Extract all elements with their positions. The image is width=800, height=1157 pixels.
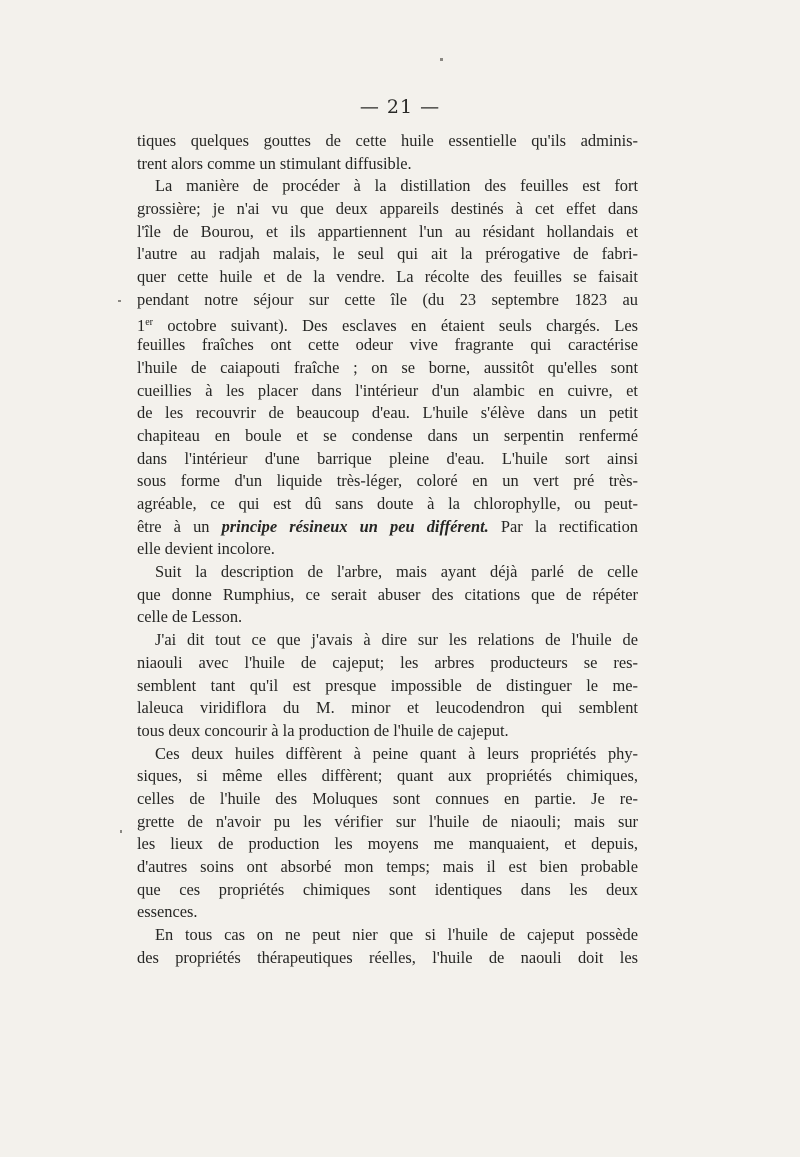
text-line: quer cette huile et de la vendre. La récolte des feuilles se faisait	[137, 267, 638, 287]
text-line: l'île de Bourou, et ils appartiennent l'un au résidant hollandais et	[137, 221, 638, 241]
text-line: La manière de procéder à la distillation des feuilles est fort	[155, 176, 638, 196]
text-line: pendant notre séjour sur cette île (du 23 septembre 1823 au	[137, 289, 638, 309]
text-line: l'autre au radjah malais, le seul qui ait la prérogative de fabri-	[137, 244, 638, 264]
text-line: J'ai dit tout ce que j'avais à dire sur les relations de l'huile de	[155, 630, 638, 650]
text-line: Ces deux huiles diffèrent à peine quant à leurs propriétés phy-	[155, 743, 638, 763]
text-line: sous forme d'un liquide très-léger, coloré en un vert pré très-	[137, 471, 638, 491]
paper-speck	[120, 830, 122, 833]
body-text	[137, 130, 638, 969]
text-line: tiques quelques gouttes de cette huile essentielle qu'ils adminis-	[137, 131, 638, 150]
text-line: Suit la description de l'arbre, mais ayant déjà parlé de celle	[155, 562, 638, 582]
text-line: de les recouvrir de beaucoup d'eau. L'huile s'élève dans un petit	[137, 403, 638, 423]
text-fragment: Par la rectification	[488, 516, 638, 536]
text-line: laleuca viridiflora du M. minor et leucodendron qui semblent	[137, 698, 638, 718]
paper-speck	[118, 300, 121, 302]
paragraph	[137, 130, 638, 175]
text-line: essences.	[137, 902, 198, 922]
text-fragment: être à un	[137, 516, 210, 536]
text-line: grossière; je n'ai vu que deux appareils destinés à cet effet dans	[137, 199, 638, 219]
text-line: que donne Rumphius, ce serait abuser des citations que de répéter	[137, 584, 638, 604]
paragraph	[137, 175, 638, 561]
text-line: feuilles fraîches ont cette odeur vive fragrante qui caractérise	[137, 335, 638, 355]
text-line: niaouli avec l'huile de cajeput; les arbres producteurs se res-	[137, 652, 638, 672]
paper-speck	[440, 58, 443, 61]
text-line: tous deux concourir à la production de l'huile de cajeput.	[137, 720, 509, 740]
text-line	[137, 516, 638, 539]
paragraph	[137, 924, 638, 969]
text-line: trent alors comme un stimulant diffusible.	[137, 153, 412, 173]
text-fragment: octobre suivant). Des esclaves en étaient seuls chargés. Les	[152, 315, 638, 335]
superscript: er	[145, 316, 153, 328]
text-fragment: 1	[137, 315, 146, 335]
text-line: celles de l'huile des Moluques sont connues en partie. Je re-	[137, 788, 638, 808]
text-line: cueillies à les placer dans l'intérieur d'un alambic en cuivre, et	[137, 380, 638, 400]
text-line: siques, si même elles diffèrent; quant aux propriétés chimiques,	[137, 766, 638, 786]
text-line: elle devient incolore.	[137, 539, 275, 559]
paragraph	[137, 561, 638, 629]
text-line: des propriétés thérapeutiques réelles, l'huile de naouli doit les	[137, 947, 638, 967]
text-line: dans l'intérieur d'une barrique pleine d'eau. L'huile sort ainsi	[137, 448, 638, 468]
text-line: d'autres soins ont absorbé mon temps; mais il est bien probable	[137, 857, 638, 876]
paragraph	[137, 629, 638, 742]
paragraph	[137, 743, 638, 925]
page-number: — 21 —	[359, 96, 441, 118]
text-line: agréable, ce qui est dû sans doute à la chlorophylle, ou peut-	[137, 494, 638, 513]
text-line: que ces propriétés chimiques sont identiques dans les deux	[137, 879, 638, 899]
text-line: l'huile de caiapouti fraîche ; on se borne, aussitôt qu'elles sont	[137, 357, 638, 377]
italic-phrase: principe résineux un peu différent.	[221, 516, 489, 536]
text-line: semblent tant qu'il est presque impossible de distinguer le me-	[137, 675, 638, 695]
text-line: celle de Lesson.	[137, 607, 243, 627]
text-line: grette de n'avoir pu les vérifier sur l'huile de niaouli; mais sur	[137, 811, 638, 831]
text-line: les lieux de production les moyens me manquaient, et depuis,	[137, 834, 638, 854]
text-line: En tous cas on ne peut nier que si l'huile de cajeput possède	[155, 925, 638, 945]
text-line: chapiteau en boule et se condense dans un serpentin renfermé	[137, 425, 638, 445]
text-line	[137, 312, 638, 335]
